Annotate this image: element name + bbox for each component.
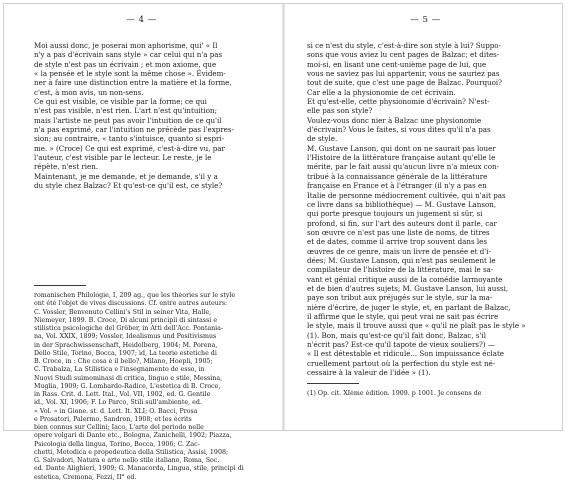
footnote-line: id., Vol. XI, 1906; F. Lo Parco, Stili sull'ambiente, ed. — [34, 399, 202, 407]
body-text — [307, 41, 542, 377]
text-line: vant et génial critique aussi de la comédie larmoyante — [307, 274, 503, 284]
text-line: Italie de personne médiocrement cultivée, qui n'ait pas — [307, 190, 506, 200]
text-line: qui porte presque toujours un jugement si sûr, si — [307, 209, 483, 219]
footnote-line: estetica, Cremona, Fezzi, II° ed. — [34, 473, 137, 481]
footnote-line: B. Croce, in : Che cosa è il bello?, Milano, Hoepli, 1905; — [34, 358, 213, 365]
text-line: œuvres de ce genre, mais un livre de pensée et d'i- — [307, 246, 491, 256]
text-line: de style n'est pas un écrivain ; et mon axiome, que — [34, 59, 217, 69]
footnote-line: bien connus sur Cellini; Iaco, L'arte del periodo nelle — [34, 424, 204, 431]
text-line: sons que vous aviez lu cent pages de Balzac; et dites- — [307, 50, 500, 60]
footnote-line: G. Salvadori, Natura e arte nello stile italiano, Roma, Soc. — [34, 457, 220, 464]
text-line: sion; au contraire, « tanto s'intuisce, quanto si espri- — [34, 134, 225, 144]
text-line: n'est pas visible, n'est rien. L'art n'est qu'intuition; — [34, 106, 218, 116]
footnote-line: stilistica psicologiche del Gröber, in Atti dell'Acc. Pontania- — [34, 325, 224, 332]
footnotes — [307, 390, 542, 398]
text-line: mais l'artiste ne peut pas avoir l'intuition de ce qu'il — [34, 115, 222, 125]
text-line: d'écrivain? Vous le faites, si vous dites qu'il n'a pas — [307, 125, 491, 135]
footnote-line: e Prosatori, Palermo, Sandron, 1908; et les écrits — [34, 415, 192, 423]
footnote-line: ed. Dante Alighieri, 1909; G. Manacorda, Lingua, stile, principi di — [34, 465, 244, 473]
text-line: Maintenant, je me demande, et je demande, s'il y a — [34, 171, 218, 181]
footnote-line: « Vol. » in Gione. st. d. Lett. It. XLI; O. Bacci, Prosa — [34, 407, 198, 415]
footnote-line: Niemeyer, 1899. B. Croce, Di alcuni principii di sintassi e — [34, 316, 218, 324]
text-line: et de bien d'autres sujets; M. Gustave Lanson, lui aussi, — [307, 283, 509, 293]
footnote-line: C. Vossler, Benvenuto Cellini's Stil in seiner Vita, Halle, — [34, 308, 212, 316]
text-line: mérite, par le fait aussi qu'aucun livre n'a mieux con- — [307, 162, 499, 172]
body-text — [34, 41, 269, 191]
text-line: et de dates, comme il arrive trop souvent dans les — [307, 237, 487, 247]
text-line: française en France et à l'étranger (il n'y a pas en — [307, 181, 487, 191]
text-line: Car elle a la physionomie de cet écrivain. — [307, 87, 456, 97]
text-line: vous ne saviez pas lui appartenir, vous ne sauriez pas — [307, 69, 500, 79]
text-line: « la pensée et le style sont la même chose ». Évidem- — [34, 69, 226, 79]
footnote-line: in Rass. Crit. d. Lett. Ital., Vol. VII, 1902, ed. G. Gentile — [34, 391, 211, 398]
footnote-line: Psicologia della lingua, Torino, Bocca, 1906; C. Zac- — [34, 440, 200, 448]
text-line: tout de suite, que c'est une page de Balzac. Pourquoi? — [307, 78, 502, 88]
text-line: son œuvre ce n'est pas une liste de noms, de titres — [307, 227, 490, 237]
text-line: « Il est détestable et ridicule... Son impuissance éclate — [307, 349, 504, 359]
text-line: Ce qui est visible, ce visible par la forme; ce qui — [34, 97, 207, 107]
footnote-line: C. Trabalza, La Stilistica e l'insegnamento de esso, in — [34, 366, 205, 374]
text-line: répète, n'est rien. — [34, 162, 99, 172]
footnote-line: chetti, Metodica e propedeutica della Stilistica, Assisi, 1908; — [34, 448, 229, 456]
footnote-line: (1) Op. cit. XIème édition. 1909. p 1001. Je consens de — [307, 390, 482, 397]
text-line: cessaire à la valeur de l'idée » (1). — [307, 368, 431, 378]
right-page — [284, 0, 567, 435]
text-line: c'est, à mon avis, un non-sens. — [34, 87, 144, 97]
text-line: Moi aussi donc, je poserai mon aphorisme, qui' « Il — [34, 41, 218, 50]
text-line: le style, mais il trouve aussi que « qu'il ne plaît pas le style » — [307, 321, 526, 331]
footnote-line: na, Vol. XXIX, 1899; Vossler, Idealismus und Positivismus — [34, 333, 217, 341]
footnote-line: Dello Stile, Torino, Bocca, 1907; id, La teorie estetiche di — [34, 349, 217, 357]
text-line: si ce n'est du style, c'est-à-dire son style à lui? Suppo- — [307, 41, 501, 50]
text-line: ce livre dans sa bibliothèque) — M. Gustave Lanson, — [307, 199, 497, 209]
footnote-rule — [307, 383, 359, 384]
footnote-line: Muglia, 1909; G. Lombardo-Radice, L'estetica di B. Croce, — [34, 382, 221, 390]
footnote-line: opere volgari di Dante etc., Bologna, Zanichelli, 1902; Piazza, — [34, 432, 232, 440]
footnote-rule — [34, 285, 86, 286]
text-line: nière d'écrire, de juger le style, et, en parlant de Balzac, — [307, 302, 511, 312]
text-line: du style chez Balzac? Et qu'est-ce qu'il est, ce style? — [34, 181, 223, 191]
footnote-line: romanischen Philologie, I, 209 ag., que les théories sur le style — [34, 292, 236, 299]
text-line: cruellement partout où la perfection du style est né- — [307, 358, 496, 368]
page-number: — 5 — — [410, 15, 441, 25]
text-line: profond, si fin, sur l'art des auteurs dont il parle, car — [307, 218, 497, 228]
text-line: dées; M. Gustave Lanson, qui n'est pas seulement le — [307, 255, 496, 265]
text-line: compilateur de l'histoire de la littérature, mai le sa- — [307, 265, 494, 275]
footnote-line: Nuovi Studi suimominasi di critica, linguo e stile, Messina, — [34, 374, 223, 382]
text-line: paye son tribut aux préjugés sur le style, sur la ma- — [307, 293, 493, 303]
page-number: — 4 — — [126, 15, 157, 25]
text-line: l'auteur, c'est visible par le lecteur. Le reste, je le — [34, 153, 212, 163]
footnotes — [34, 292, 269, 482]
text-line: me. » (Croce) Ce qui est exprimé, c'est-à-dire vu, par — [34, 143, 225, 153]
left-page — [0, 0, 283, 481]
text-line: ner à faire une distinction entre la matière et la forme, — [34, 78, 232, 88]
text-line: elle pas son style? — [307, 106, 373, 116]
footnote-line: ont été l'objet de vives discussions. Cf. entre autres auteurs: — [34, 300, 228, 308]
text-line: il affirme que le style, qui peut vrai ne sait pas écrire — [307, 311, 499, 321]
text-line: n'a pas exprimé, car l'intuition ne précède pas l'expres- — [34, 125, 234, 135]
text-line: tribué à la connaissance générale de la littérature — [307, 171, 488, 181]
text-line: de style. — [307, 134, 338, 144]
text-line: n'y a pas d'écrivain sans style » car celui qui n'a pas — [34, 50, 223, 60]
text-line: Et qu'est-elle, cette physionomie d'écrivain? N'est- — [307, 97, 490, 107]
text-line: (1). Bon, mais qu'est-ce qu'il fait donc, Balzac, s'il — [307, 330, 487, 340]
text-line: Voulez-vous donc nier à Balzac une physionomie — [307, 115, 482, 125]
footnote-line: in der Sprachwissenschaft, Heidelberg, 1904; M. Porena, — [34, 341, 218, 349]
text-line: l'Histoire de la littérature française autant qu'elle le — [307, 153, 496, 163]
text-line: M. Gustave Lanson, qui dont on ne saurait pas louer — [307, 143, 496, 153]
text-line: moi-si, en lisant une cent-unième page de lui, que — [307, 59, 487, 69]
text-line: n'écrit pas? Est-ce qu'il tapote de vieux souliers?) — — [307, 340, 495, 349]
